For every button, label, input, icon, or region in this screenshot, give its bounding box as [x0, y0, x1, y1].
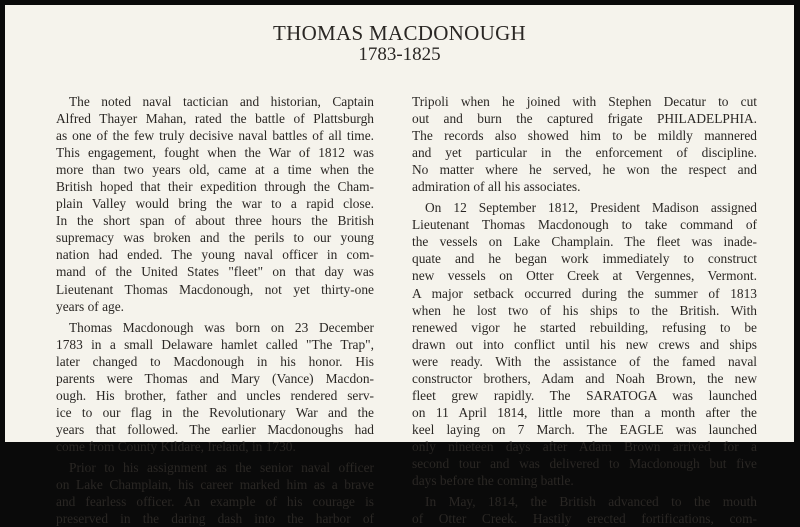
text-line: constructor brothers, Adam and Noah Brown, the new — [412, 370, 757, 386]
text-line: The noted naval tactician and historian, Captain — [69, 94, 374, 109]
text-line: British hoped that their expedition through the Cham- — [56, 179, 374, 195]
text-line: the vessels on Lake Champlain. The fleet was inade- — [412, 234, 757, 250]
text-line: supremacy was broken and the perils to our young — [56, 230, 374, 246]
text-line: new vessels on Otter Creek at Vergennes, Vermont. — [412, 268, 757, 284]
text-line: The records also showed him to be mildly mannered — [412, 128, 757, 144]
text-line: parents were Thomas and Mary (Vance) Macdon- — [56, 370, 374, 386]
text-line: ice to our flag in the Revolutionary War and the — [56, 404, 374, 420]
text-line: only nineteen days after Adam Brown arrived for a — [412, 438, 757, 454]
page-title: THOMAS MACDONOUGH — [272, 21, 527, 45]
text-line: 1783 in a small Delaware hamlet called "The Trap", — [56, 336, 374, 352]
text-line: In the short span of about three hours the British — [56, 213, 374, 229]
text-line: quate and he began work immediately to construct — [412, 251, 757, 267]
text-line: On 12 September 1812, President Madison assigned — [425, 200, 757, 216]
text-line: on 11 April 1814, little more than a month after the — [412, 404, 757, 420]
left-column — [56, 93, 374, 527]
text-line: preserved in the daring dash into the harbor of — [56, 511, 374, 527]
text-line: later changed to Macdonough in his honor. His — [56, 353, 374, 369]
text-line: plain Valley would bring the war to a rapid close. — [56, 196, 374, 212]
page-subtitle-dates: 1783-1825 — [358, 44, 441, 65]
text-line: days before the coming battle. — [412, 473, 574, 489]
text-line: on Lake Champlain, his career marked him as a brave — [56, 477, 374, 493]
text-line: ough. His brother, father and uncles rendered serv- — [56, 387, 374, 403]
text-line: years that followed. The earlier Macdonoughs had — [56, 421, 374, 437]
text-line: A major setback occurred during the summer of 1813 — [412, 285, 757, 301]
text-line: of Otter Creek. Hastily erected fortifications, com- — [412, 511, 757, 527]
text-line: when he lost two of his ships to the British. With — [412, 302, 757, 318]
text-line: more than two years old, came at a time when the — [56, 162, 374, 178]
text-line: drawn out into conflict until his new crews and ships — [412, 336, 757, 352]
text-line: Lieutenant Thomas Macdonough to take command of — [412, 217, 757, 233]
text-line: In May, 1814, the British advanced to the mouth — [425, 494, 757, 510]
document-page — [5, 5, 794, 527]
text-line: keel laying on 7 March. The EAGLE was launched — [412, 421, 757, 437]
text-line: fleet grew rapidly. The SARATOGA was launched — [412, 387, 757, 403]
text-line: Lieutenant Thomas Macdonough, not yet thirty-one — [56, 281, 374, 297]
text-line: nation had ended. The young naval officer in com- — [56, 247, 374, 263]
text-line: Prior to his assignment as the senior naval officer — [69, 459, 374, 475]
text-line: and fearless officer. An example of his courage is — [56, 494, 374, 510]
text-line: renewed vigor he started rebuilding, refusing to be — [412, 319, 757, 335]
text-line: out and burn the captured frigate PHILADELPHIA. — [412, 111, 757, 127]
text-line: Tripoli when he joined with Stephen Decatur to cut — [412, 94, 757, 109]
text-line: No matter where he served, he won the respect and — [412, 162, 757, 178]
text-line: This engagement, fought when the War of 1812 was — [56, 145, 374, 161]
text-line: years of age. — [56, 298, 125, 314]
text-line: mand of the United States "fleet" on that day was — [56, 264, 374, 280]
text-line: were ready. With the assistance of the famed naval — [412, 353, 757, 369]
text-line: admiration of all his associates. — [412, 179, 581, 195]
text-line: come from County Kildare, Ireland, in 1730. — [56, 438, 296, 454]
text-line: Alfred Thayer Mahan, rated the battle of Plattsburgh — [56, 111, 374, 127]
right-column — [412, 93, 757, 527]
text-line: and yet particular in the enforcement of discipline. — [412, 145, 757, 161]
text-line: Thomas Macdonough was born on 23 December — [69, 319, 374, 335]
text-line: second tour and was delivered to Macdonough but five — [412, 455, 757, 471]
text-line: as one of the few truly decisive naval battles of all time. — [56, 128, 374, 144]
